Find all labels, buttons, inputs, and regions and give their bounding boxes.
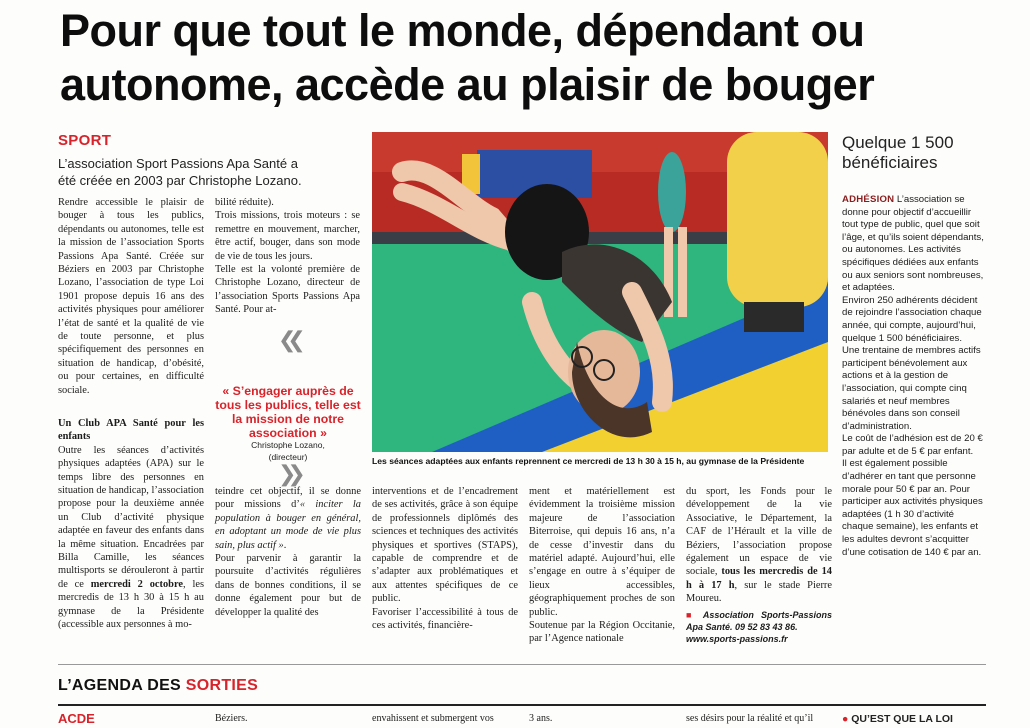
text-run: , les mercredis de 13 h 30 à 15 h au gymnase de la Présidente (accessible aux personnes à mo- (58, 578, 204, 631)
agenda-text: ses désirs pour la réalité et qu’il (686, 713, 814, 724)
agenda-heading (58, 677, 258, 695)
sidebar-title: Quelque 1 500 bénéficiaires (842, 133, 954, 172)
paragraph (842, 194, 984, 295)
paragraph: Environ 250 adhérents décident de rejoindre l’association chaque année, qui compte, aujourd’hui, quelque 1 500 bénéficiaires. (842, 294, 982, 344)
quote-author-role: (directeur) (268, 452, 308, 462)
text-run: . (283, 539, 287, 551)
text-run: teindre cet objectif, il se donne pour missions d’ (215, 486, 361, 511)
quote-close-chevron-icon: ❯❯ (278, 462, 297, 487)
paragraph (58, 444, 204, 632)
agenda-divider (58, 704, 986, 706)
bold-date: mercredi 2 octobre (90, 578, 183, 590)
paragraph: Le coût de l’adhésion est de 20 € par adulte et de 5 € par enfant. (842, 433, 983, 457)
paragraph (686, 485, 832, 606)
article-column-5 (686, 485, 832, 645)
contact-info (686, 609, 832, 645)
agenda-text: Béziers. (215, 713, 248, 724)
quote-author: Christophe Lozano, (251, 440, 325, 450)
gymnastics-photo-illustration (372, 132, 828, 452)
section-kicker: SPORT (58, 132, 112, 149)
contact-phone: Association Sports-Passions Apa Santé. 09 52 83 43 86. (686, 609, 832, 632)
article-column-4 (529, 485, 675, 646)
article-intro: L’association Sport Passions Apa Santé a été créée en 2003 par Christophe Lozano. (58, 156, 302, 188)
text-run: L’AGENDA DES (58, 677, 186, 694)
sidebar-box (842, 194, 984, 559)
paragraph: Favoriser l’accessibilité à tous de ces activités, financière- (372, 606, 518, 632)
subheading: Un Club APA Santé pour les enfants (58, 418, 204, 443)
paragraph: ment et matériellement est évidemment la troisième mission majeure de l’association Biterroise, qui depuis 16 ans, n’a de cesse d’investir dans du matériel adapté. Aujourd’hui, elle s’engage en outre à s’équiper de lieux accessibles, géographiquement proches de son public. (529, 486, 675, 618)
paragraph: Soutenue par la Région Occitanie, par l’Agence nationale (529, 620, 675, 645)
article-photo (372, 132, 828, 452)
paragraph: Telle est la volonté première de Christophe Lozano, directeur de l’association Sports Passions Apa Santé. Pour at- (215, 264, 360, 316)
paragraph (215, 485, 361, 552)
paragraph: Une trentaine de membres actifs participent bénévolement aux actions et à la gestion de l’association, qui compte cinq salariés et neuf membres bénévoles dans son conseil d’administration. (842, 345, 981, 432)
paragraph: Il est également possible d’adhérer en tant que personne morale pour 50 € par an. Pour participer aux activités physiques adaptées (1 h 30 d’activité chaque semaine), les enfants et les adultes devront s’acquitter d’une cotisation de 140 € par an. (842, 458, 983, 558)
paragraph: bilité réduite). (215, 197, 274, 208)
divider (58, 664, 986, 665)
italic-quote: « inciter la population à bouger en général, en adoptant un mode de vie plus sain, plus actif » (215, 499, 361, 551)
text-run: SORTIES (185, 677, 259, 694)
article-column-3 (372, 485, 518, 632)
red-bullet-icon: ● (842, 713, 852, 725)
text-run: Outre les séances d’activités physiques adaptées (APA) sur le temps libre des personnes en situation de handicap, l’association propose pour la deuxième année un Club d’activité physique adaptée en faveur des enfants dans la même situation. Encadrées par Billa Camille, les séances multisports se dérouleront à partir de ce (58, 444, 205, 590)
text-run: , sur le stade Pierre Moureu. (686, 579, 832, 605)
photo-caption: Les séances adaptées aux enfants reprennent ce mercredi de 13 h 30 à 15 h, au gymnase de la Présidente (372, 456, 805, 466)
agenda-text: 3 ans. (529, 713, 553, 724)
paragraph: Rendre accessible le plaisir de bouger à tous les publics, dépendants ou autonomes, telle est la mission de l’association Sports Passions Apa Santé. Créée sur Béziers en 2003 par Christophe Lozano, l’association de type Loi 1901 propose depuis 16 ans des activités physiques pour améliorer l’état de santé et la qualité de vie de toute personne, et plus spécifiquement des personnes en situation de handicap, d’obésité, ou pour certaines, en difficulté sociale. (58, 197, 204, 396)
paragraph: interventions et de l’encadrement de ses activités, grâce à son équipe de professionnels diplômés des sciences et techniques des activités physiques et sportives (STAPS), capable de comprendre et de s’adapter aux problématiques et aux attentes spécifiques de ce public. (372, 486, 518, 605)
text-run: QU’EST QUE LA LOI (851, 713, 953, 725)
text-run: L’association se donne pour objectif d’accueillir tout type de public, quel que soit l’âge, et qu’ils soient dépendants, ou autonomes. Les activités spécifiques dédiées aux enfants ou aux seniors sont nombreuses, et adaptées. (842, 194, 984, 294)
agenda-text: envahissent et submergent vos (372, 713, 494, 724)
text-run: du sport, les Fonds pour le développement de la vie Associative, le Département, la CAF de l’Hérault et la ville de Béziers, l’association propose également un espace de vie sociale, (686, 486, 832, 578)
agenda-box-title (842, 713, 953, 725)
article-column-2-top (215, 196, 360, 317)
article-column-1-top (58, 196, 204, 397)
pull-quote: « S’engager auprès de tous les publics, telle est la mission de notre association » (215, 384, 361, 440)
contact-website: www.sports-passions.fr (686, 633, 788, 644)
article-column-2-bottom (215, 485, 361, 619)
headline: Pour que tout le monde, dépendant ou autonome, accède au plaisir de bouger (60, 5, 875, 110)
agenda-item-title: ACDE (58, 711, 95, 726)
paragraph: Trois missions, trois moteurs : se remettre en mouvement, marcher, être actif, bouger, dans son mode de vie de tous les jours. (215, 210, 360, 262)
bold-schedule: tous les mercredis de 14 h à 17 h (686, 566, 832, 591)
article-column-1-bottom (58, 417, 204, 632)
quote-open-chevron-icon: ❮❮ (278, 328, 297, 353)
sidebar-label: ADHÉSION (842, 194, 895, 205)
red-square-bullet-icon: ■ (686, 609, 697, 620)
paragraph: Pour parvenir à garantir la poursuite d’activités régulières dans de bonnes conditions, il se donne également pour but de développer la qualité des (215, 553, 361, 618)
